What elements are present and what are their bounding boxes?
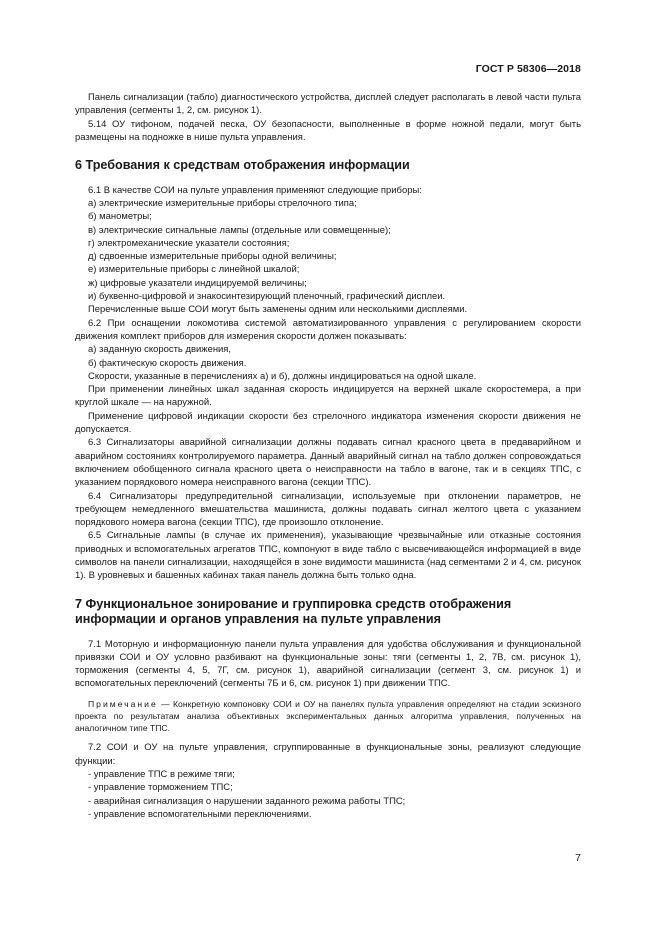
standard-header: ГОСТ Р 58306—2018 xyxy=(475,63,581,75)
paragraph-7-2: 7.2 СОИ и ОУ на пульте управления, сгруппированные в функциональные зоны, реализуют следующие функции: xyxy=(75,742,581,767)
function-list xyxy=(75,768,581,821)
list-item: - аварийная сигнализация о нарушении заданного режима работы ТПС; xyxy=(88,795,581,808)
document-body xyxy=(75,91,581,821)
list-item: г) электромеханические указатели состояния; xyxy=(88,237,290,249)
device-list xyxy=(75,197,581,303)
list-item: а) электрические измерительные приборы стрелочного типа; xyxy=(88,197,357,209)
paragraph-linear-scales: При применении линейных шкал заданная скорость индицируется на верхней шкале скоростемера, а при круглой шкале — на наружной. xyxy=(75,384,581,409)
paragraph-6-4: 6.4 Сигнализаторы предупредительной сигнализации, используемые при отклонении параметров, не требующем немедленного вмешательства машиниста, должны подавать сигнал желтого цвета с указанием порядкового номера вагона (секции ТПС), где произошло отклонение. xyxy=(75,490,581,529)
note-label: Примечание xyxy=(88,698,158,709)
paragraph-7-1: 7.1 Моторную и информационную панели пульта управления для удобства обслуживания и функциональной привязки СОИ и ОУ условно разбивают на функциональные зоны: тяги (сегменты 1, 2, 7В, см. рисунок 1), торможения (сегменты 4, 5, 7Г, см. рисунок 1), аварийной сигнализации (сегмент 3, см. рисунок 1) и вспомогательных переключений (сегменты 7Б и 6, см. рисунок 1) при движении ТПС. xyxy=(75,638,581,690)
list-item: е) измерительные приборы с линейной шкалой; xyxy=(88,264,300,276)
paragraph-5-14: 5.14 ОУ тифоном, подачей песка, ОУ безопасности, выполненные в форме ножной педали, могут быть размещены на подножке в нише пульта управления. xyxy=(75,118,581,143)
list-item: и) буквенно-цифровой и знакосинтезирующий пленочный, графический дисплеи. xyxy=(88,291,446,303)
paragraph-replaced: Перечисленные выше СОИ могут быть заменены одним или несколькими дисплеями. xyxy=(88,304,468,316)
list-item: б) фактическую скорость движения. xyxy=(88,357,247,369)
note-text: — Конкретную компоновку СОИ и ОУ на панелях пульта управления определяют на стадии эскизного проекта по результатам анализа объективных экспериментальных данных алгоритма управления, полученных на аналогичном типе ТПС. xyxy=(75,698,581,734)
list-item: - управление ТПС в режиме тяги; xyxy=(88,768,581,781)
section-7-heading: 7 Функциональное зонирование и группировка средств отображения информации и органов управления на пульте управления xyxy=(75,596,512,627)
paragraph-6-2: 6.2 При оснащении локомотива системой автоматизированного управления с регулированием скорости движения комплект приборов для измерения скорости должен показывать: xyxy=(75,317,581,342)
list-item: в) электрические сигнальные лампы (отдельные или совмещенные); xyxy=(88,224,391,236)
list-item: - управление торможением ТПС; xyxy=(88,781,581,794)
note xyxy=(75,698,581,735)
list-item: а) заданную скорость движения, xyxy=(88,344,232,356)
list-item: д) сдвоенные измерительные приборы одной величины; xyxy=(88,251,337,263)
paragraph-intro-panel: Панель сигнализации (табло) диагностического устройства, дисплей следует располагать в левой части пульта управления (сегменты 1, 2, см. рисунок 1). xyxy=(75,92,581,117)
list-item: - управление вспомогательными переключениями. xyxy=(88,808,581,821)
page-number: 7 xyxy=(575,852,581,864)
section-6-heading: 6 Требования к средствам отображения информации xyxy=(75,158,410,173)
paragraph-6-5: 6.5 Сигнальные лампы (в случае их применения), указывающие чрезвычайные или отказные состояния приводных и вспомогательных агрегатов ТПС, компонуют в виде табло с высвечивающейся информацией в виде символов на панели сигнализации, находящейся в зоне видимости машиниста (над сегментами 2 и 4, см. рисунок 1). В уровневых и башенных кабинах такая панель должна быть только одна. xyxy=(75,530,581,582)
paragraph-speeds-one-scale: Скорости, указанные в перечислениях а) и б), должны индицироваться на одной шкале. xyxy=(88,370,477,382)
list-item: б) манометры; xyxy=(88,211,152,223)
speed-list xyxy=(75,343,581,370)
paragraph-6-3: 6.3 Сигнализаторы аварийной сигнализации должны подавать сигнал красного цвета в предаварийном и аварийном состояниях контролируемого параметра. Данный аварийный сигнал на табло должен сопровождаться включением обобщенного сигнала красного цвета о неисправности на табло в вагоне, так и в секциях ТПС, с указанием порядкового номера неисправного вагона (секции ТПС). xyxy=(75,437,581,489)
paragraph-digital-indication: Применение цифровой индикации скорости без стрелочного индикатора изменения скорости движения не допускается. xyxy=(75,410,581,436)
list-item: ж) цифровые указатели индицируемой величины; xyxy=(88,277,307,289)
paragraph-6-1: 6.1 В качестве СОИ на пульте управления применяют следующие приборы: xyxy=(88,184,422,196)
